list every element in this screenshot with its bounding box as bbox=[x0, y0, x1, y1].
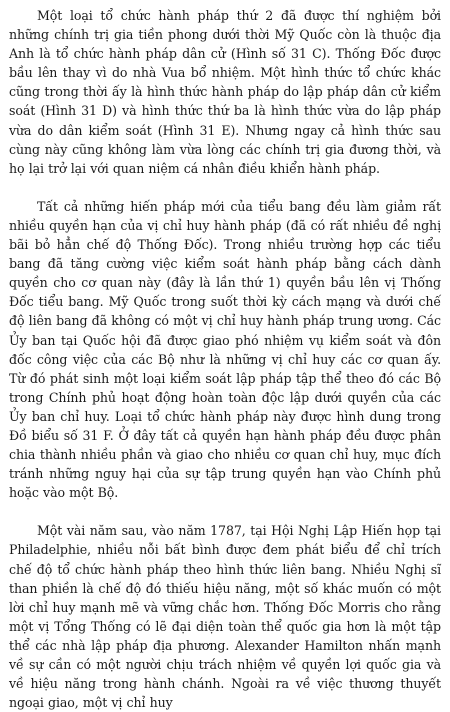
paragraph-1: Một loại tổ chức hành pháp thứ 2 đã được thí nghiệm bởi những chính trị gia tiền phong dưới thời Mỹ Quốc còn là thuộc địa Anh là tổ chức hành pháp dân cử (Hình số 31 C). Thống Đốc được bầu lên thay vì do nhà Vua bổ nhiệm. Một hình thức tổ chức khác cũng trong thời ấy là hình thức hành pháp do lập pháp dân cử kiểm soát (Hình 31 D) và hình thức thứ ba là hình thức vừa do lập pháp vừa do dân kiểm soát (Hình 31 E). Nhưng ngay cả hình thức sau cùng này cũng không làm vừa lòng các chính trị gia đương thời, và họ lại trở lại với quan niệm cá nhân điều khiển hành pháp. bbox=[9, 8, 441, 176]
paragraph-gap bbox=[9, 178, 441, 197]
paragraph-2: Tất cả những hiến pháp mới của tiểu bang đều làm giảm rất nhiều quyền hạn của vị chỉ huy hành pháp (đã có rất nhiều đề nghị bãi bỏ hẳn chế độ Thống Đốc). Trong nhiều trường hợp các tiểu bang đã tăng cường việc kiểm soát hành pháp bằng cách dành quyền cho cơ quan này (đây là lần thứ 1) quyền bầu lên vị Thống Đốc tiểu bang. Mỹ Quốc trong suốt thời kỳ cách mạng và dưới chế độ liên bang đã không có một vị chỉ huy hành pháp trung ương. Các Ủy ban tại Quốc hội đã được giao phó nhiệm vụ kiểm soát và đôn đốc công việc của các Bộ như là những vị chỉ huy các cơ quan ấy. Từ đó phát sinh một loại kiểm soát lập pháp tập thể theo đó các Bộ trong Chính phủ hoạt động hoàn toàn độc lập dưới quyền của các Ủy ban chỉ huy. Loại tổ chức hành pháp này được hình dung trong Đồ biểu số 31 F. Ở đây tất cả quyền hạn hành pháp đều được phân chia thành nhiều phần và giao cho nhiều cơ quan chỉ huy, mục đích tránh những nguy hại của sự tập trung quyền hạn vào Chính phủ hoặc vào một Bộ. bbox=[9, 198, 441, 501]
paragraph-3: Một vài năm sau, vào năm 1787, tại Hội Nghị Lập Hiến họp tại Philadelphie, nhiều nỗi bất bình được đem phát biểu để chỉ trích chế độ tổ chức hành pháp theo hình thức liên bang. Nhiều Nghị sĩ than phiền là chế độ đó thiếu hiệu năng, một số khác muốn có một lời chỉ huy mạnh mẽ và vững chắc hơn. Thống Đốc Morris cho rằng một vị Tổng Thống có lẽ đại diện toàn thể quốc gia hơn là một tập thể các nhà lập pháp địa phương. Alexander Hamilton nhấn mạnh về sự cần có một người chịu trách nhiệm về quyền lợi quốc gia và về hiệu năng trong hành chánh. Ngoài ra về việc thương thuyết ngoại giao, một vị chỉ huy bbox=[9, 523, 441, 711]
paragraph-gap bbox=[9, 502, 441, 521]
